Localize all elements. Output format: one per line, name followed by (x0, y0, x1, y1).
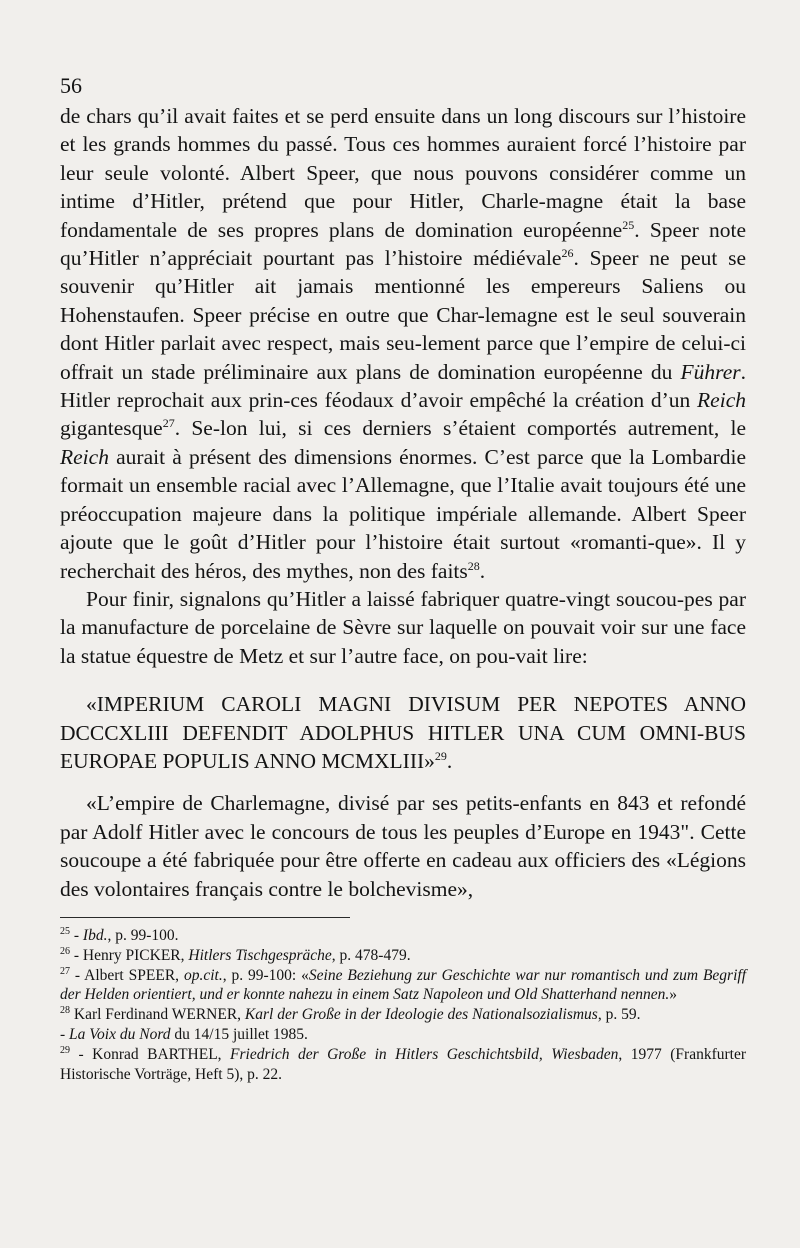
body-paragraph-translation: «L’empire de Charlemagne, divisé par ses petits-enfants en 843 et refondé par Adolf Hitler avec le concours de tous les peuples d’Europe en 1943". Cette soucoupe a été fabriquée pour être offerte en cadeau aux officiers des «Légions des volontaires français contre le bolchevisme», (60, 791, 746, 901)
latin-inscription: «IMPERIUM CAROLI MAGNI DIVISUM PER NEPOTES ANNO DCCCXLIII DEFENDIT ADOLPHUS HITLER UNA CUM OMNI-BUS EUROPAE POPULIS ANNO MCMXLIII»$^{29}$. (60, 692, 746, 773)
book-page (60, 72, 746, 1084)
footnote-25: $^{25}$ - Ibd., p. 99-100. (60, 925, 179, 944)
footnote-27: $^{27}$ - Albert SPEER, op.cit., p. 99-100: «Seine Beziehung zur Geschichte war nur romantisch und zum Begriff der Helden orientiert, und er konnte nahezu in einem Satz Napoleon und Old Shatterhand nennen.» (60, 965, 747, 1004)
footnote-28-continued: - La Voix du Nord du 14/15 juillet 1985. (60, 1025, 308, 1043)
footnote-28: $^{28}$ Karl Ferdinand WERNER, Karl der Große in der Ideologie des Nationalsozialismus, p. 59. (60, 1005, 641, 1024)
footnote-ref-26: 26 (561, 245, 574, 260)
footnote-ref-27: 27 (162, 416, 175, 431)
footnote-ref-29: 29 (434, 748, 447, 763)
footnote-ref-25: 25 (622, 217, 635, 232)
footnote-separator (60, 917, 350, 918)
footnote-ref-28: 28 (467, 558, 480, 573)
body-paragraph-1: de chars qu’il avait faites et se perd ensuite dans un long discours sur l’histoire et les grands hommes du passé. Tous ces hommes auraient forcé l’histoire par leur seule volonté. Albert Speer, que nous pouvons considérer comme un intime d’Hitler, prétend que pour Hitler, Charle-magne était la base fondamentale de ses propres plans de domination européenne$^{25}$. Speer note qu’Hitler n’appréciait pourtant pas l’histoire médiévale$^{26}$. Speer ne peut se souvenir qu’Hitler ait jamais mentionné les empereurs Saliens ou Hohenstaufen. Speer précise en outre que Char-lemagne est le seul souverain dont Hitler parlait avec respect, mais seu-lement parce que l’empire de celui-ci offrait un stade préliminaire aux plans de domination européenne du Führer. Hitler reprochait aux prin-ces féodaux d’avoir empêché la création d’un Reich gigantesque$^{27}$. Se-lon lui, si ces derniers s’étaient comportés autrement, le Reich aurait à présent des dimensions énormes. C’est parce que la Lombardie formait un ensemble racial avec l’Allemagne, que l’Italie avait toujours été une préoccupation majeure dans la politique impériale allemande. Albert Speer ajoute que le goût d’Hitler pour l’histoire était surtout «romanti-que». Il y recherchait des héros, des mythes, non des faits$^{28}$. (60, 104, 747, 583)
footnote-26: $^{26}$ - Henry PICKER, Hitlers Tischgespräche, p. 478-479. (60, 945, 411, 964)
page-number: 56 (60, 73, 82, 98)
body-paragraph-2: Pour finir, signalons qu’Hitler a laissé fabriquer quatre-vingt soucou-pes par la manufacture de porcelaine de Sèvre sur laquelle on pouvait voir sur une face la statue équestre de Metz et sur l’autre face, on pou-vait lire: (60, 586, 746, 668)
footnote-29: $^{29}$ - Konrad BARTHEL, Friedrich der Große in Hitlers Geschichtsbild, Wiesbaden, 1977 (Frankfurter Historische Vorträge, Heft 5), p. 22. (60, 1044, 746, 1083)
